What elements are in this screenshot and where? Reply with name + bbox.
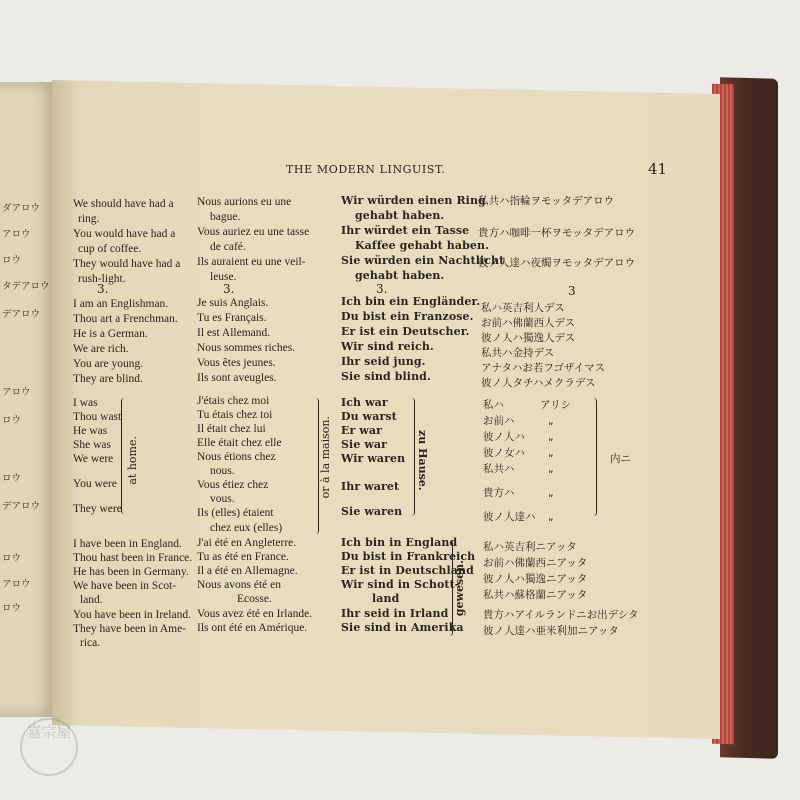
english-line: You are young. [73, 358, 144, 370]
japanese-line: 私共ハ指輪ヲモッタデアロウ [478, 195, 615, 207]
french-line: J'étais chez moi [197, 395, 270, 407]
japanese-line: 彼ノ人タチハメクラデス [481, 377, 596, 389]
english-line: Thou art a Frenchman. [73, 313, 178, 325]
japanese-line: 私共ハ蘇格蘭ニアッタ [483, 589, 588, 601]
japanese-line: 彼ノ人ハ獨逸ニアッタ [483, 573, 588, 585]
french-line: Nous aurions eu une [197, 196, 292, 208]
left-page-fragment: タデアロウ [2, 281, 50, 292]
french-line: Elle était chez elle [197, 437, 282, 449]
english-line: You would have had a [73, 228, 176, 240]
japanese-line: 私共ハ金持デス [481, 347, 555, 359]
german-line: gehabt haben. [355, 269, 445, 282]
left-page-fragment: ロウ [2, 255, 22, 266]
japanese-line: お前ハ佛蘭西ニアッタ [483, 557, 588, 569]
japanese-line: アナタハお若フゴザイマス [481, 362, 606, 374]
english-line: He was [73, 425, 108, 437]
german-line: Sie waren [341, 505, 403, 518]
japanese-subject: 彼ノ人達ハ [483, 511, 536, 523]
bracket-label-de-4: gewesen. [453, 560, 466, 617]
french-line: nous. [210, 465, 235, 477]
french-line: Vous avez été en Irlande. [197, 608, 313, 620]
japanese-verb: アリシ [540, 399, 572, 411]
german-line: Wir sind reich. [341, 340, 434, 353]
french-line: Il est Allemand. [197, 327, 271, 339]
german-line: Wir waren [341, 452, 406, 465]
german-line: Ich war [341, 396, 388, 409]
english-line: They have been in Ame- [73, 623, 187, 635]
german-line: land [372, 592, 400, 605]
english-line: You have been in Ireland. [73, 609, 191, 621]
german-line: Du bist ein Franzose. [341, 310, 474, 323]
ditto-mark: „ [548, 511, 554, 523]
french-line: Vous étiez chez [197, 479, 269, 491]
german-line: Ich bin in England [341, 536, 458, 549]
left-page-fragment: デアロウ [2, 501, 41, 512]
left-page-fragment: ロウ [2, 603, 22, 614]
english-line: rush-light. [78, 273, 126, 285]
german-line: Sie würden ein Nachtlicht [341, 254, 505, 267]
japanese-line: 彼ノ人ハ獨逸人デス [481, 332, 576, 344]
left-page-fragment: デアロウ [2, 309, 41, 320]
english-line: We were [73, 453, 114, 465]
french-line: Nous étions chez [197, 451, 276, 463]
japanese-line: 彼ノ人達ハ亜米利加ニアッタ [483, 625, 619, 637]
english-line: I have been in England. [73, 538, 182, 550]
english-line: cup of coffee. [78, 243, 142, 255]
section-number-en: 3. [97, 282, 109, 296]
french-line: Nous avons été en [197, 579, 281, 591]
german-line: Ihr seid in Irland [341, 607, 449, 620]
french-line: Ils (elles) étaient [197, 507, 274, 519]
bracket-de-4 [446, 540, 453, 636]
japanese-subject: 彼ノ人ハ [483, 431, 525, 443]
english-line: Thou hast been in France. [73, 552, 193, 564]
german-line: Sie sind blind. [341, 370, 431, 383]
german-line: Ihr würdet ein Tasse [341, 224, 470, 237]
bracket-fr [312, 398, 319, 534]
english-line: Thou wast [73, 411, 122, 423]
ditto-mark: „ [548, 431, 554, 443]
japanese-line: お前ハ佛蘭西人デス [481, 317, 576, 329]
french-line: Ils auraient eu une veil- [197, 256, 306, 268]
ditto-mark: „ [548, 463, 554, 475]
german-line: Wir würden einen Ring [341, 194, 486, 207]
english-line: ring. [78, 213, 100, 225]
german-line: Ich bin ein Engländer. [341, 295, 481, 308]
english-line: He has been in Germany. [73, 566, 189, 578]
english-line: You were [73, 478, 117, 490]
english-line: She was [73, 439, 112, 451]
jp-place: 内ニ [610, 453, 631, 465]
french-line: Ils ont été en Amérique. [197, 622, 308, 634]
german-line: Sie sind in Amerika [341, 621, 464, 634]
left-page-fragment: ロウ [2, 553, 22, 564]
french-line: leuse. [210, 271, 237, 283]
japanese-subject: 私ハ [483, 399, 504, 411]
left-page-fragment: ダアロウ [2, 203, 41, 214]
french-line: Ecosse. [237, 593, 272, 605]
english-line: We have been in Scot- [73, 580, 177, 592]
watermark-seal: 嘉宗屋 [20, 718, 78, 776]
french-line: bague. [210, 211, 241, 223]
bracket-label-fr: or à la maison. [319, 416, 332, 499]
french-line: Je suis Anglais. [197, 297, 269, 309]
left-page-fragment: ロウ [2, 415, 22, 426]
french-line: Nous sommes riches. [197, 342, 296, 354]
japanese-line: 私ハ英吉利人デス [481, 302, 565, 314]
japanese-line: 私ハ英吉利ニアッタ [483, 541, 577, 553]
german-line: Sie war [341, 438, 388, 451]
french-line: Tu es Français. [197, 312, 267, 324]
japanese-line: 貴方ハ咖啡一杯ヲモッタデアロウ [478, 227, 636, 239]
french-line: Ils sont aveugles. [197, 372, 277, 384]
ditto-mark: „ [548, 415, 554, 427]
english-line: We are rich. [73, 343, 129, 355]
german-line: gehabt haben. [355, 209, 445, 222]
french-line: vous. [210, 493, 235, 505]
left-page-fragment: アロウ [2, 387, 31, 398]
bracket-jp [590, 398, 597, 516]
english-line: They would have had a [73, 258, 181, 270]
bracket-label-de: zu Hause. [416, 430, 429, 491]
japanese-line: 彼ノ人達ハ夜燭ヲモッタデアロウ [478, 257, 636, 269]
german-line: Du bist in Frankreich [341, 550, 476, 563]
french-line: Vous auriez eu une tasse [197, 226, 310, 238]
german-line: Ihr seid jung. [341, 355, 426, 368]
german-line: Er war [341, 424, 383, 437]
german-line: Ihr waret [341, 480, 400, 493]
english-line: They were [73, 503, 122, 515]
section-number-jp: 3 [568, 284, 576, 298]
german-line: Du warst [341, 410, 397, 423]
ditto-mark: „ [548, 447, 554, 459]
english-line: They are blind. [73, 373, 143, 385]
french-line: Vous êtes jeunes. [197, 357, 276, 369]
french-line: chez eux (elles) [210, 522, 283, 534]
japanese-line: 貴方ハアイルランドニお出デシタ [483, 609, 639, 621]
english-line: I was [73, 397, 98, 409]
bracket-label-en: at home. [126, 436, 139, 485]
english-line: land. [80, 594, 103, 606]
ditto-mark: „ [548, 487, 554, 499]
french-line: J'ai été en Angleterre. [197, 537, 297, 549]
left-page-fragment: ロウ [2, 473, 22, 484]
japanese-subject: 貴方ハ [483, 487, 515, 499]
left-page-fragment: アロウ [2, 579, 31, 590]
german-line: Er ist ein Deutscher. [341, 325, 470, 338]
german-line: Kaffee gehabt haben. [355, 239, 490, 252]
left-page-fragment: アロウ [2, 229, 31, 240]
english-line: He is a German. [73, 328, 148, 340]
section-number-fr: 3. [223, 282, 235, 296]
japanese-subject: 私共ハ [483, 463, 515, 475]
french-line: Il était chez lui [197, 423, 266, 435]
french-line: Il a été en Allemagne. [197, 565, 298, 577]
bracket-de [408, 398, 415, 516]
french-line: Tu as été en France. [197, 551, 289, 563]
english-line: We should have had a [73, 198, 174, 210]
english-line: rica. [80, 637, 101, 649]
english-line: I am an Englishman. [73, 298, 169, 310]
page-number: 41 [648, 160, 668, 178]
japanese-subject: 彼ノ女ハ [483, 447, 525, 459]
section-number-de: 3. [376, 282, 388, 296]
french-line: Tu étais chez toi [197, 409, 273, 421]
german-line: Er ist in Deutschland [341, 564, 474, 577]
japanese-subject: お前ハ [483, 415, 515, 427]
running-header: THE MODERN LINGUIST. [286, 163, 446, 176]
french-line: de café. [210, 241, 246, 253]
german-line: Wir sind in Schott- [341, 578, 460, 591]
